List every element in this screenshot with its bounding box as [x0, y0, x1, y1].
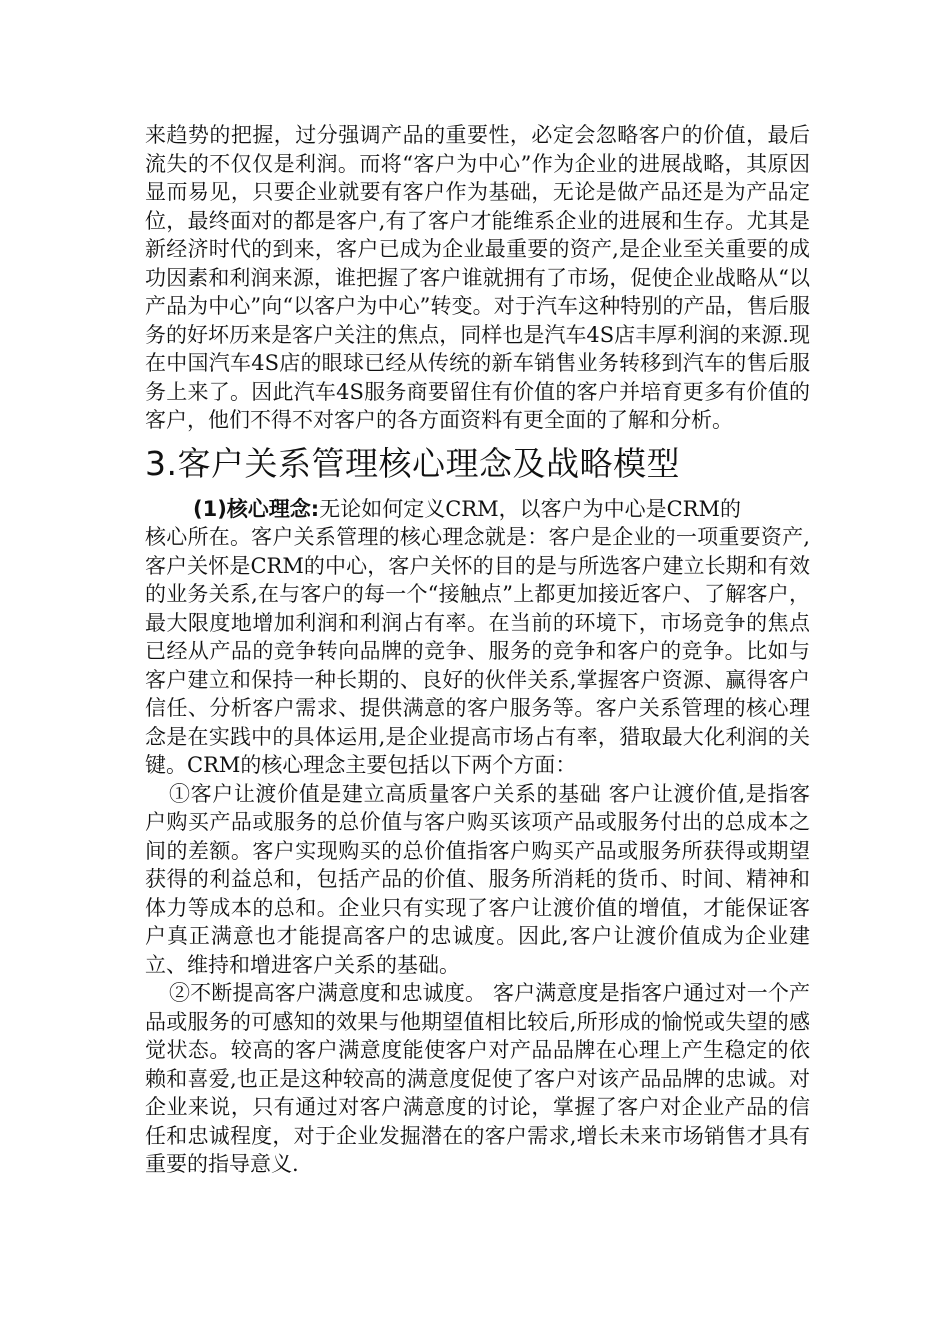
intro-paragraph: 来趋势的把握，过分强调产品的重要性，必定会忽略客户的价值，最后流失的不仅仅是利润。而将“客户为中心”作为企业的进展战略，其原因显而易见，只要企业就要有客户作为基础，无论是做产品还是为产品定位，最终面对的都是客户,有了客户才能维系企业的进展和生存。尤其是新经济时代的到来，客户已成为企业最重要的资产,是企业至关重要的成功因素和利润来源，谁把握了客户谁就拥有了市场，促使企业战略从“以产品为中心”向“以客户为中心”转变。对于汽车这种特别的产品，售后服务的好坏历来是客户关注的焦点，同样也是汽车4S店丰厚利润的来源.现在中国汽车4S店的眼球已经从传统的新车销售业务转移到汽车的售后服务上来了。因此汽车4S服务商要留住有价值的客户并培育更多有价值的客户，他们不得不对客户的各方面资料有更全面的了解和分析。 [145, 123, 810, 432]
section-heading: 3.客户关系管理核心理念及战略模型 [145, 443, 680, 483]
core-concept-body: 核心所在。客户关系管理的核心理念就是：客户是企业的一项重要资产,客户关怀是CRM的中心，客户关怀的目的是与所选客户建立长期和有效的业务关系,在与客户的每一个“接触点”上都更加接近客户、了解客户，最大限度地增加利润和利润占有率。在当前的环境下，市场竞争的焦点已经从产品的竞争转向品牌的竞争、服务的竞争和客户的竞争。比如与客户建立和保持一种长期的、良好的伙伴关系,掌握客户资源、赢得客户信任、分析客户需求、提供满意的客户服务等。客户关系管理的核心理念是在实践中的具体运用,是企业提高市场占有率，猎取最大化利润的关键。CRM的核心理念主要包括以下两个方面： [145, 525, 810, 777]
core-concept-first-line: 无论如何定义CRM，以客户为中心是CRM的 [319, 496, 741, 521]
core-concept-label: (1)核心理念: [193, 496, 320, 521]
document-page [145, 121, 810, 1179]
core-concept-block [145, 495, 810, 780]
point-1-paragraph: ①客户让渡价值是建立高质量客户关系的基础 客户让渡价值,是指客户购买产品或服务的总价值与客户购买该项产品或服务付出的总成本之间的差额。客户实现购买的总价值指客户购买产品或服务所获得或期望获得的利益总和，包括产品的价值、服务所消耗的货币、时间、精神和体力等成本的总和。企业只有实现了客户让渡价值的增值，才能保证客户真正满意也才能提高客户的忠诚度。因此,客户让渡价值成为企业建立、维持和增进客户关系的基础。 [145, 781, 810, 977]
core-concept-lead-line [145, 495, 810, 524]
point-2-paragraph: ②不断提高客户满意度和忠诚度。 客户满意度是指客户通过对一个产品或服务的可感知的效果与他期望值相比较后,所形成的愉悦或失望的感觉状态。较高的客户满意度能使客户对产品品牌在心理上产生稳定的依赖和喜爱,也正是这种较高的满意度促使了客户对该产品品牌的忠诚。对企业来说，只有通过对客户满意度的讨论，掌握了客户对企业产品的信任和忠诚程度，对于企业发掘潜在的客户需求,增长未来市场销售才具有重要的指导意义. [145, 981, 810, 1176]
